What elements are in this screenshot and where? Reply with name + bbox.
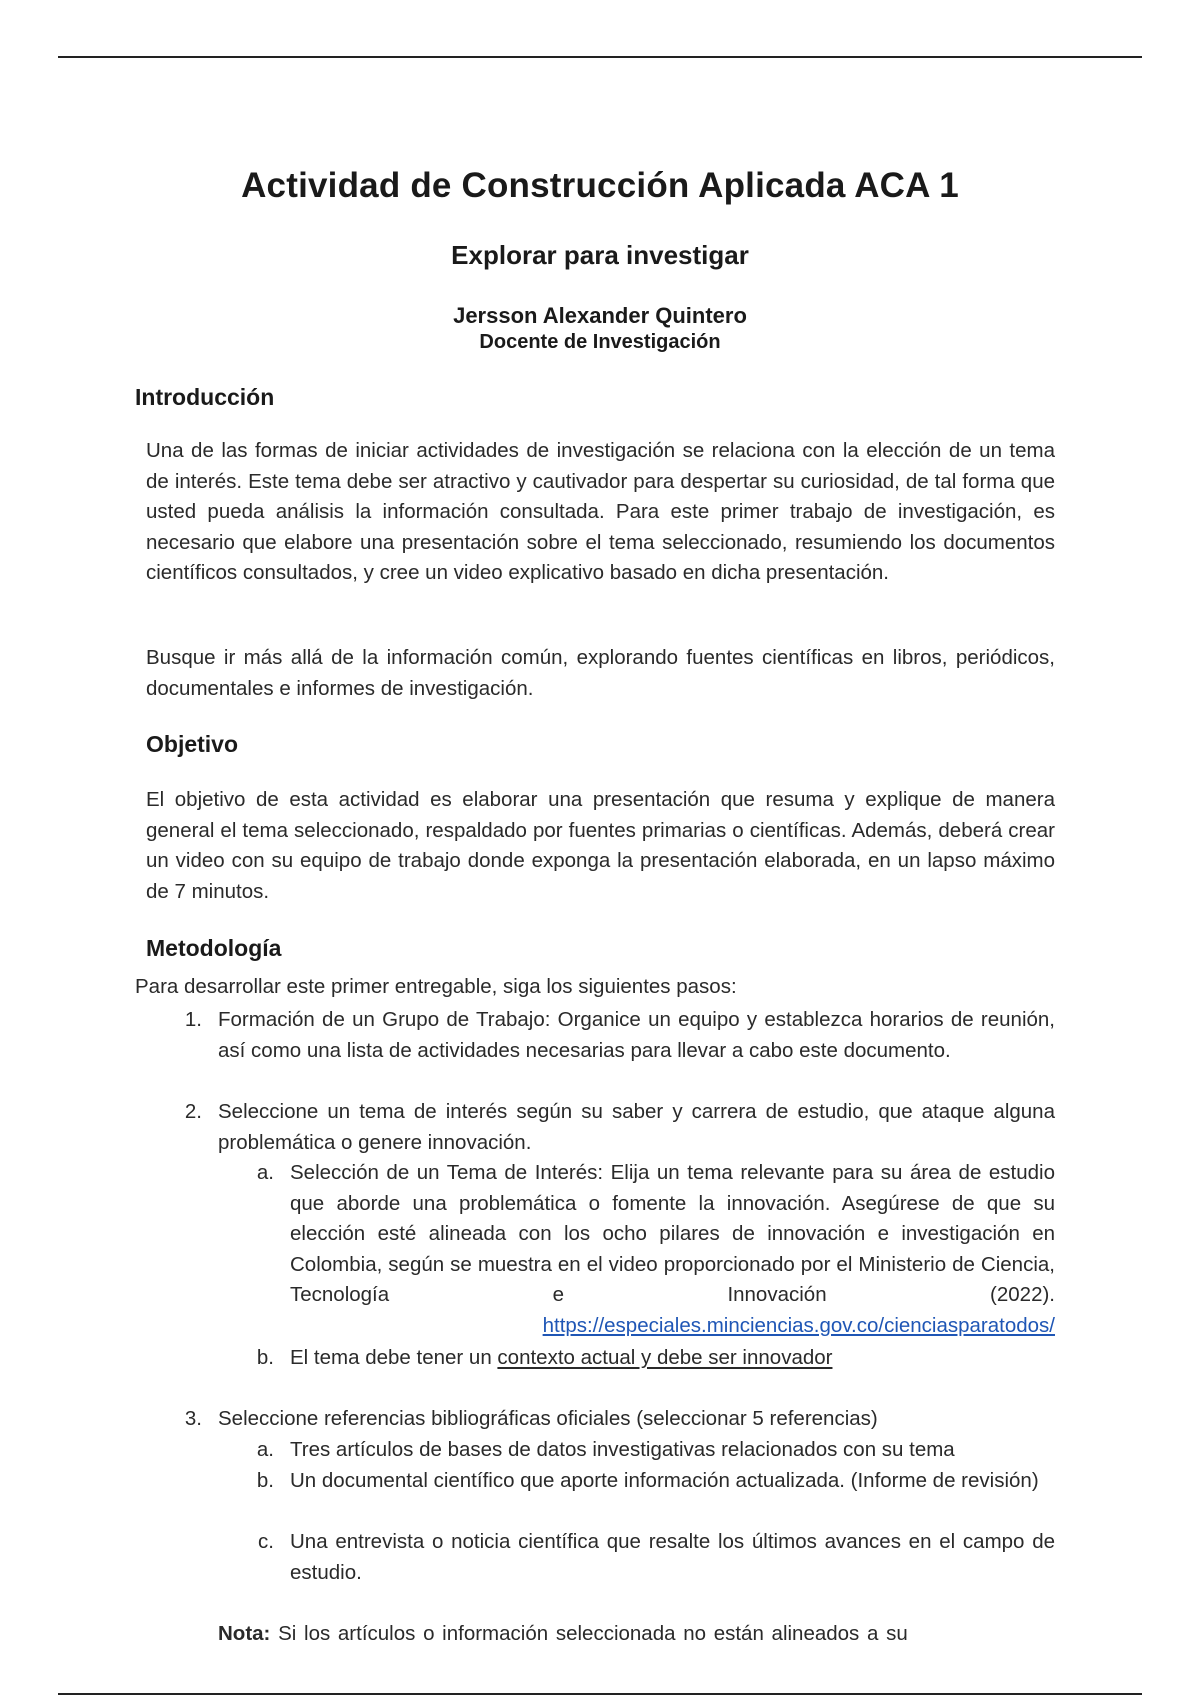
intro-heading: Introducción bbox=[135, 384, 275, 410]
intro-paragraph-2: Busque ir más allá de la información común, explorando fuentes científicas en libros, periódicos, documentales e informes de investigación. bbox=[146, 646, 1055, 700]
list-text: Seleccione referencias bibliográficas oficiales (seleccionar 5 referencias) bbox=[218, 1407, 878, 1430]
sub-list-text bbox=[290, 1158, 1055, 1341]
list-number: 3. bbox=[184, 1407, 202, 1430]
methodology-heading: Metodología bbox=[146, 935, 282, 961]
objective-paragraph: El objetivo de esta actividad es elaborar una presentación que resuma y explique de manera general el tema seleccionado, respaldado por fuentes primarias o científicas. Además, deberá crear un video con su equipo de trabajo donde exponga la presentación elaborada, en un lapso máximo de 7 minutos. bbox=[146, 788, 1055, 903]
bottom-rule bbox=[58, 1693, 1142, 1695]
sub-list-text: Un documental científico que aporte información actualizada. (Informe de revisión) bbox=[290, 1469, 1039, 1492]
sub-list-text: Tres artículos de bases de datos investigativas relacionados con su tema bbox=[290, 1438, 955, 1461]
list-text: Formación de un Grupo de Trabajo: Organice un equipo y establezca horarios de reunión, así como una lista de actividades necesarias para llevar a cabo este documento. bbox=[218, 1008, 1055, 1062]
author-name: Jersson Alexander Quintero bbox=[453, 303, 747, 328]
top-rule bbox=[58, 56, 1142, 58]
intro-paragraph-1: Una de las formas de iniciar actividades de investigación se relaciona con la elección de un tema de interés. Este tema debe ser atractivo y cautivador para despertar su curiosidad, de tal forma que usted pueda análisis la información consultada. Para este primer trabajo de investigación, es necesario que elabore una presentación sobre el tema seleccionado, resumiendo los documentos científicos consultados, y cree un video explicativo basado en dicha presentación. bbox=[146, 439, 1055, 584]
list-number: 1. bbox=[184, 1008, 202, 1031]
underlined-phrase: contexto actual y debe ser innovador bbox=[497, 1346, 833, 1369]
sub-list-text-body: El tema debe tener un bbox=[290, 1346, 498, 1369]
sub-list-letter: b. bbox=[256, 1469, 274, 1492]
list-text: Seleccione un tema de interés según su saber y carrera de estudio, que ataque alguna problemática o genere innovación. bbox=[218, 1100, 1055, 1154]
objective-heading: Objetivo bbox=[146, 731, 239, 757]
sub-list-letter: a. bbox=[256, 1438, 274, 1461]
list-number: 2. bbox=[184, 1100, 202, 1123]
methodology-lead: Para desarrollar este primer entregable, siga los siguientes pasos: bbox=[135, 975, 737, 998]
page-subtitle: Explorar para investigar bbox=[451, 240, 749, 270]
sub-list-letter: a. bbox=[256, 1161, 274, 1184]
note-line bbox=[218, 1619, 1018, 1650]
note-label: Nota: bbox=[218, 1622, 271, 1645]
author-role: Docente de Investigación bbox=[479, 331, 721, 353]
sub-list-letter: b. bbox=[256, 1346, 274, 1369]
sub-list-text: Una entrevista o noticia científica que resalte los últimos avances en el campo de estudio. bbox=[290, 1530, 1055, 1584]
page-title: Actividad de Construcción Aplicada ACA 1 bbox=[241, 166, 959, 205]
sub-list-text bbox=[290, 1343, 1055, 1374]
sub-list-letter: c. bbox=[258, 1530, 274, 1553]
note-text: Si los artículos o información seleccionada no están alineados a su bbox=[270, 1622, 908, 1645]
sub-list-text-body: Selección de un Tema de Interés: Elija un tema relevante para su área de estudio que aborde una problemática o fomente la innovación. Asegúrese de que su elección esté alineada con los ocho pilares de innovación e investigación en Colombia, según se muestra en el video proporcionado por el Ministerio de Ciencia, Tecnología e Innovación (2022). bbox=[290, 1161, 1055, 1306]
minciencias-link[interactable]: https://especiales.minciencias.gov.co/cienciasparatodos/ bbox=[542, 1313, 1055, 1337]
